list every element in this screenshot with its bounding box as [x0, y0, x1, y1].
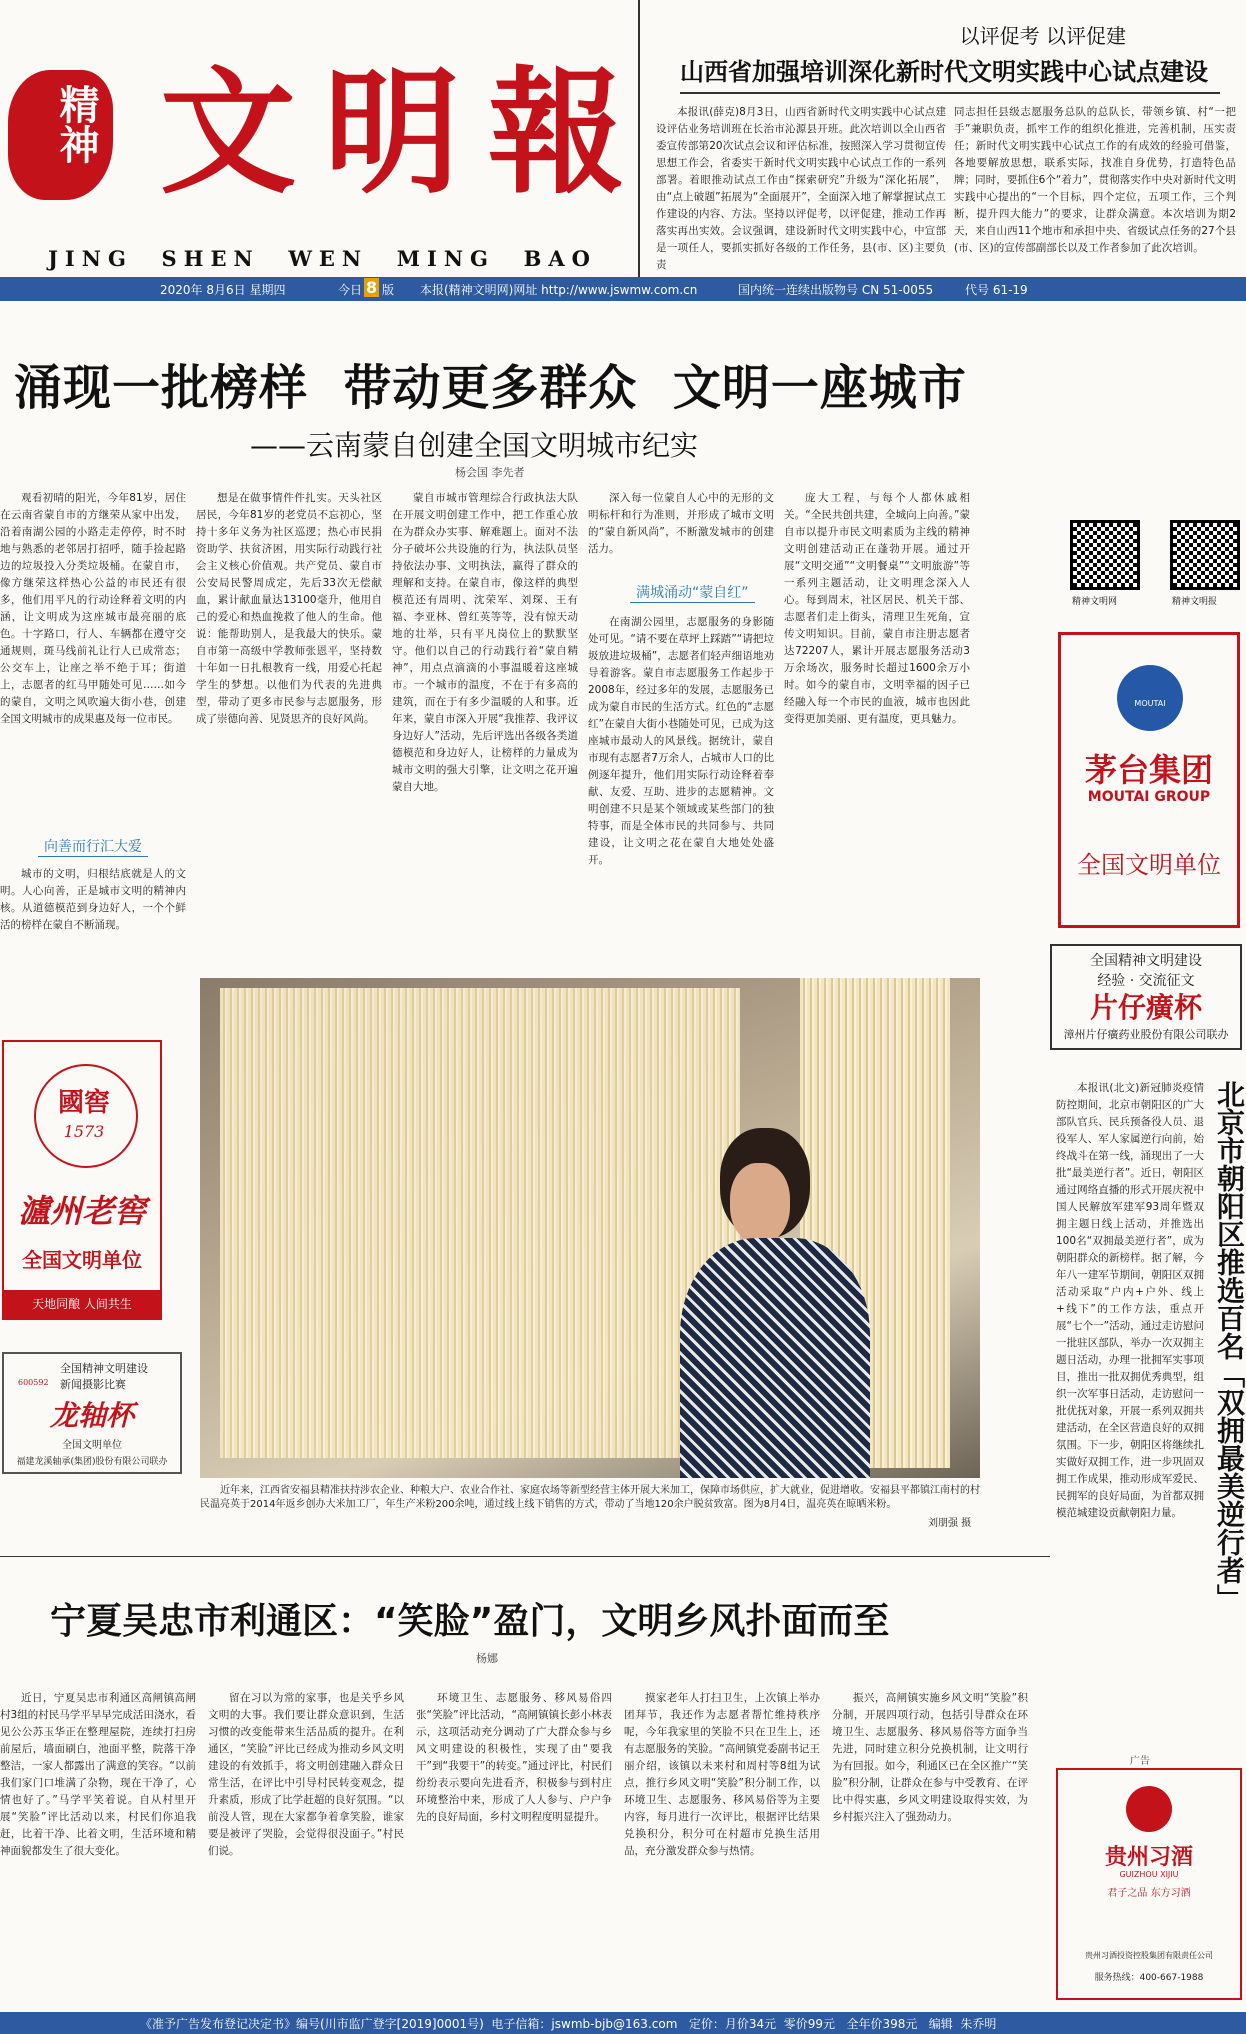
- moutai-unit: 全国文明单位: [1077, 851, 1221, 879]
- qr-code-icon[interactable]: [1170, 520, 1240, 590]
- article1-subhead2: [630, 582, 755, 603]
- luzhou-slogan: 天地同酿 人间共生: [4, 1290, 160, 1318]
- luzhou-unit: 全国文明单位: [22, 1248, 142, 1272]
- subhead-text: 向善而行汇大爱: [38, 836, 148, 857]
- luzhou-name: 瀘州老窖: [17, 1192, 146, 1230]
- pzh-line1: 全国精神文明建设: [1090, 953, 1202, 969]
- masthead: [0, 0, 652, 277]
- top-news-title: 山西省加强培训深化新时代文明实践中心试点建设: [680, 58, 1208, 86]
- newspaper-title: 文明報: [160, 53, 652, 213]
- main-photo[interactable]: [200, 978, 980, 1478]
- article2-col1: 近日，宁夏吴忠市利通区高闸镇高闸村3组的村民马学平早早完成活田浇水，看见公公苏玉华正在整理屋院，连续打扫房前屋后，墙面刷白，池面平整，院落干净整洁，一家人都露出了满意的笑容。“以前我们家门口堆满了杂物，现在干净了，心情也好了。”马学平笑着说。自从村里开展“笑脸”评比活动以来，村民们你追我赶，比着干净、比着文明，生活环境和精神面貌都发生了很大变化。: [0, 1692, 196, 1857]
- guojiao-brand: 國窖: [57, 1088, 110, 1118]
- article1-col1b: 城市的文明，归根结底就是人的文明。人心向善，正是城市文明的精神内核。从道德模范到身边好人，一个个鲜活的榜样在蒙自不断涌现。: [0, 868, 186, 931]
- qr-code-icon[interactable]: [1070, 520, 1140, 590]
- top-news-col2: 同志担任县级志愿服务总队的总队长，带领乡镇、村“一把手”兼职负责，抓牢工作的组织化推进，完善机制，压实责任；新时代文明实践中心试点工作的有成效的经验可借鉴，各地要解放思想，联系实际，找准自身优势，打造特色品牌；同时，要抓住6个“着力”，贯彻落实作中央对新时代文明实践中心提出的“一个目标，四个定位，五项工作，三个判断，提升四大能力”的要求，让群众满意。本次培训为期2天，来自山西11个地市和承担中央、省级试点任务的27个县(市、区)的宣传部副部长以及工作者参加了此次培训。: [954, 106, 1236, 254]
- pages-num: 8: [366, 278, 378, 297]
- qr-block: [1060, 520, 1240, 610]
- article2-col4: 摸家老年人打扫卫生，上次镇上举办团拜节，我还作为志愿者帮忙维持秩序呢，今年我家里的笑脸不只在卫生上，还有志愿服务的笑脸。“高闸镇党委副书记王丽介绍，该镇以未来村和周村等8组为试点，推行乡风文明“笑脸”积分制工作，以环境卫生、志愿服务、移风易俗等为主要内容，每月进行一次评比，根据评比结果兑换积分，积分可在村超市兑换生活用品，充分激发群众参与热情。: [624, 1692, 820, 1857]
- cn-number: 国内统一连续出版物号 CN 51-0055: [738, 283, 934, 297]
- guizhou-logo-icon: [1126, 1786, 1172, 1832]
- date-bar: [0, 277, 1246, 301]
- moutai-ad[interactable]: [1058, 632, 1240, 928]
- photo-caption: 近年来，江西省安福县精准扶持涉农企业、种粮大户、农业合作社、家庭农场等新型经营主体开展大米加工，保障市场供应，扩大就业，促进增收。安福县平都镇江南村的村民温亮英于2014年返乡创办大米加工厂，年生产米粉200余吨，通过线上线下销售的方式，带动了当地120余户脱贫致富。图为8月4日，温亮英在晾晒米粉。: [200, 1485, 980, 1510]
- pianzaihuang-ad[interactable]: [1050, 944, 1242, 1050]
- pzh-line2: 经验 · 交流征文: [1097, 973, 1195, 989]
- website: 本报(精神文明网)网址 http://www.jswmw.com.cn: [420, 283, 698, 297]
- guizhou-slogan: 君子之品 东方习酒: [1107, 1888, 1191, 1899]
- longzhou-unit: 全国文明单位: [62, 1440, 122, 1451]
- longzhou-brand: 龙轴杯: [49, 1399, 134, 1432]
- moutai-en: MOUTAI GROUP: [1087, 789, 1211, 805]
- longzhou-ad[interactable]: [2, 1352, 182, 1474]
- moutai-logo-text: MOUTAI: [1134, 699, 1166, 708]
- article2-col2: 留在习以为常的家事，也是关乎乡风文明的大事。我们要让群众意识到，生活习惯的改变能带来生活品质的提升。在利通区，“笑脸”评比已经成为推动乡风文明建设的有效抓手，将文明创建融入群众日常生活，在评比中引导村民转变观念，提升素质，形成了比学赶超的良好氛围。“以前没人管，现在大家都争着拿笑脸，谁家要是被评了哭脸，会觉得很没面子。”村民们说。: [208, 1692, 404, 1857]
- worker-body: [680, 1238, 870, 1478]
- longzhou-line2: 新闻摄影比赛: [60, 1378, 126, 1391]
- side-article-text: 本报讯(北文)新冠肺炎疫情防控期间，北京市朝阳区的广大部队官兵、民兵预备役人员、退役军人、军人家属逆行向前，始终战斗在第一线，涌现出了一大批“最美逆行者”。近日，朝阳区通过网络直播的形式开展庆祝中国人民解放军建军93周年暨双拥主题日线上活动，并推选出100名“双拥最美逆行者”，成为朝阳群众的新榜样。据了解，今年八一建军节期间，朝阳区双拥活动采取“户内+户外、线上+线下”的工作方法，重点开展“七个一”活动，通过走访慰问一批驻区部队，举办一次双拥主题日活动，办理一批拥军实事项目，推出一批双拥优秀典型，组织一次军事日活动，走访慰问一批优抚对象，开展一系列双拥共建活动，在全区营造良好的双拥氛围。下一步，朝阳区将继续扎实做好双拥工作，进一步巩固双拥工作成果，推动形成军爱民、民拥军的良好局面，为首都双拥模范城建设贡献朝阳力量。: [1056, 1082, 1204, 1519]
- newspaper-pinyin: JING SHEN WEN MING BAO: [48, 246, 597, 271]
- subhead-text: 满城涌动“蒙自红”: [630, 582, 755, 603]
- footer-bar: [0, 2012, 1246, 2034]
- longzhou-code: 600592: [18, 1378, 49, 1387]
- side-article-title: 北京市朝阳区推选百名「双拥最美逆行者」: [1213, 1080, 1246, 1612]
- article2-rule: [0, 1556, 1050, 1557]
- pzh-company: 漳州片仔癀药业股份有限公司联办: [1063, 1028, 1229, 1041]
- top-news-box: [638, 0, 1246, 277]
- pzh-brand: 片仔癀杯: [1089, 991, 1202, 1024]
- issue-date: 2020年 8月6日 星期四: [160, 283, 286, 297]
- guizhou-en: GUIZHOU XIJIU: [1119, 1870, 1179, 1879]
- article1-col1: 观看初晴的阳光，今年81岁，居住在云南省蒙自市的方继荣从家中出发，沿着南湖公园的小路走走停停，时不时地与熟悉的老邻居打招呼，随手捡起路边的垃圾投入分类垃圾桶。在蒙自市，像方继荣这样热心公益的市民还有很多，他们用平凡的行动诠释着文明的内涵，让文明成为这座城市最亮丽的底色。十字路口，行人、车辆都在遵守交通规则，斑马线前礼让行人已成常态；公交车上，让座之举不绝于耳；街道上，志愿者的红马甲随处可见……如今的蒙自，文明之风吹遍大街小巷，创建全国文明城市的成果惠及每一位市民。: [0, 492, 186, 725]
- article1-col5: 庞大工程，与每个人都休戚相关。“全民共创共建，全城向上向善。”蒙自市以提升市民文明素质为主线的精神文明创建活动正在蓬勃开展。通过开展“文明交通”“文明餐桌”“文明旅游”等一系列主题活动，让文明理念深入人心。每到周末，社区居民、机关干部、志愿者们走上街头，清理卫生死角，宣传文明知识。目前，蒙自市注册志愿者达72207人，累计开展志愿服务活动3万余场次，服务时长超过1600余万小时。如今的蒙自市，文明幸福的因子已经融入每一个市民的血液，城市也因此变得更加美丽、更有温度，更具魅力。: [784, 492, 970, 725]
- article2-col3: 环境卫生、志愿服务、移风易俗四张“笑脸”评比活动，“高闸镇镇长彭小林表示，这项活动充分调动了广大群众参与乡风文明建设的积极性，实现了由“要我干”到“我要干”的转变。”通过评比，村民们纷纷表示要向先进看齐，积极参与到村庄环境整治中来，形成了人人参与、户户争先的良好局面，乡村文明程度明显提升。: [416, 1692, 612, 1823]
- footer-text: 《准予广告发布登记决定书》编号(川市监广登字[2019]0001号) 电子信箱：jswmb-bjb@163.com 定价：月价34元 零价99元 全年价398元 编辑 朱乔明: [140, 2017, 997, 2031]
- postal-code: 代号 61-19: [965, 283, 1028, 297]
- main-headline: 涌现一批榜样 带动更多群众 文明一座城市: [14, 360, 967, 416]
- noodle-curtain: [220, 988, 740, 1458]
- worker-face: [730, 1163, 790, 1243]
- top-news-col1: 本报讯(薛克)8月3日，山西省新时代文明实践中心试点建设评估业务培训班在长治市沁源县开班。此次培训以全山西省委宣传部第20次试点会议和评估标准，按照深入学习贯彻宣传思想工作会，省委实干新时代文明实践中心试点工作的一系列部署。着眼推动试点工作由“探索研究”升级为“深化拓展”，由“点上破题”拓展为“全面展开”，全面深入地了解掌握试点工作建设的内容、方法。坚持以评促考，以评促建，推动工作再落实再出实效。会议强调，建设新时代文明实践中心，中宣部是一项任人，要抓实抓好各级的工作任务，县(市、区)主要负责: [656, 106, 946, 271]
- article2-byline: 杨娜: [476, 1652, 498, 1665]
- moutai-name: 茅台集团: [1084, 751, 1213, 789]
- qr-label-2: 精神文明报: [1172, 597, 1218, 607]
- pages-prefix: 今日: [338, 283, 363, 297]
- pages-suffix: 版: [382, 283, 395, 297]
- moutai-logo-icon: [1117, 665, 1183, 731]
- guizhou-xijiu-ad[interactable]: [1056, 1768, 1242, 2000]
- guojiao-year: 1573: [63, 1122, 105, 1141]
- guizhou-ad-label: 广告: [1130, 1756, 1150, 1767]
- longzhou-line1: 全国精神文明建设: [60, 1362, 148, 1375]
- photo-credit: 刘朋强 摄: [928, 1518, 972, 1529]
- top-news-rule: [680, 92, 1220, 94]
- guizhou-brand: 贵州习酒: [1104, 1844, 1193, 1870]
- article1-col4: 深入每一位蒙自人心中的无形的文明标杆和行为准则，并形成了城市文明的“蒙自新风尚”，不断激发城市的创建活力。: [588, 492, 774, 555]
- guojiao-ad[interactable]: [2, 1040, 162, 1320]
- seal-text: 精神: [53, 84, 100, 164]
- main-subtitle: ——云南蒙自创建全国文明城市纪实: [250, 429, 699, 462]
- article1-col4b: 在南湖公园里，志愿服务的身影随处可见。“请不要在草坪上踩踏”“请把垃圾放进垃圾桶”，志愿者们轻声细语地劝导着游客。蒙自市志愿服务工作起步于2008年，经过多年的发展，志愿服务已成为蒙自市民的生活方式。红色的“志愿红”在蒙自大街小巷随处可见，已成为这座城市最动人的风景线。据统计，蒙自市现有志愿者7万余人，占城市人口的比例逐年提升，他们用实际行动诠释着奉献、友爱、互助、进步的志愿精神。文明创建不只是某个领域或某些部门的独特事，而是全体市民的共同参与、共同建设，让文明之花在蒙自大地处处盛开。: [588, 616, 774, 866]
- top-news-kicker: 以评促考 以评促建: [959, 24, 1126, 48]
- guizhou-company: 贵州习酒投资控股集团有限责任公司: [1085, 1951, 1213, 1960]
- guizhou-hotline: 服务热线：400-667-1988: [1094, 1973, 1204, 1983]
- article1-subhead1: [38, 836, 148, 857]
- article2-title: 宁夏吴忠市利通区：“笑脸”盈门，文明乡风扑面而至: [50, 1601, 890, 1642]
- qr-label-1: 精神文明网: [1072, 597, 1118, 607]
- longzhou-company: 福建龙溪轴承(集团)股份有限公司联办: [16, 1457, 168, 1467]
- article1-col2: 想是在做事情件件扎实。天头社区居民，今年81岁的老党员不忘初心，坚持十多年义务为社区巡逻；热心市民捐资助学、扶贫济困，用实际行动践行社会主义核心价值观。共产党员、蒙自市公安局民警周成定，先后33次无偿献血，累计献血量达13100毫升，他用自己的爱心和热血挽救了他人的生命。他说：能帮助别人，是我最大的快乐。蒙自市第一高级中学教师张恩平，坚持数十年如一日扎根教育一线，用爱心托起学生的梦想。以他们为代表的先进典型，带动了更多市民参与志愿服务，形成了崇德向善、见贤思齐的良好风尚。: [196, 492, 382, 725]
- article2-col5: 振兴，高闸镇实施乡风文明“笑脸”积分制，开展四项行动，包括引导群众在环境卫生、志愿服务、移风易俗等方面争当先进，同时建立积分兑换机制，让文明行为有回报。如今，利通区已在全区推广“笑脸”积分制，让群众在参与中受教育、在评比中得实惠，乡风文明建设取得实效，为乡村振兴注入了强劲动力。: [832, 1692, 1028, 1823]
- main-byline: 杨会国 李先者: [455, 466, 525, 479]
- article1-col3: 蒙自市城市管理综合行政执法大队在开展文明创建工作中，把工作重心放在为群众办实事、解难题上。面对不法分子破坏公共设施的行为，执法队员坚持依法办事、文明执法，赢得了群众的理解和支持。在蒙自市，像这样的典型模范还有周明、沈荣军、刘琛、王有福、李亚林、曾红英等等，没有惊天动地的壮举，只有平凡岗位上的默默坚守。他们以自己的行动践行着“蒙自精神”，用点点滴滴的小事温暖着这座城市。一个城市的温度，不在于有多高的建筑，而在于有多少温暖的人和事。近年来，蒙自市深入开展“我推荐、我评议身边好人”活动，先后评选出各级各类道德模范和身边好人，让榜样的力量成为城市文明的强大引擎，让文明之花开遍蒙自大地。: [392, 492, 578, 793]
